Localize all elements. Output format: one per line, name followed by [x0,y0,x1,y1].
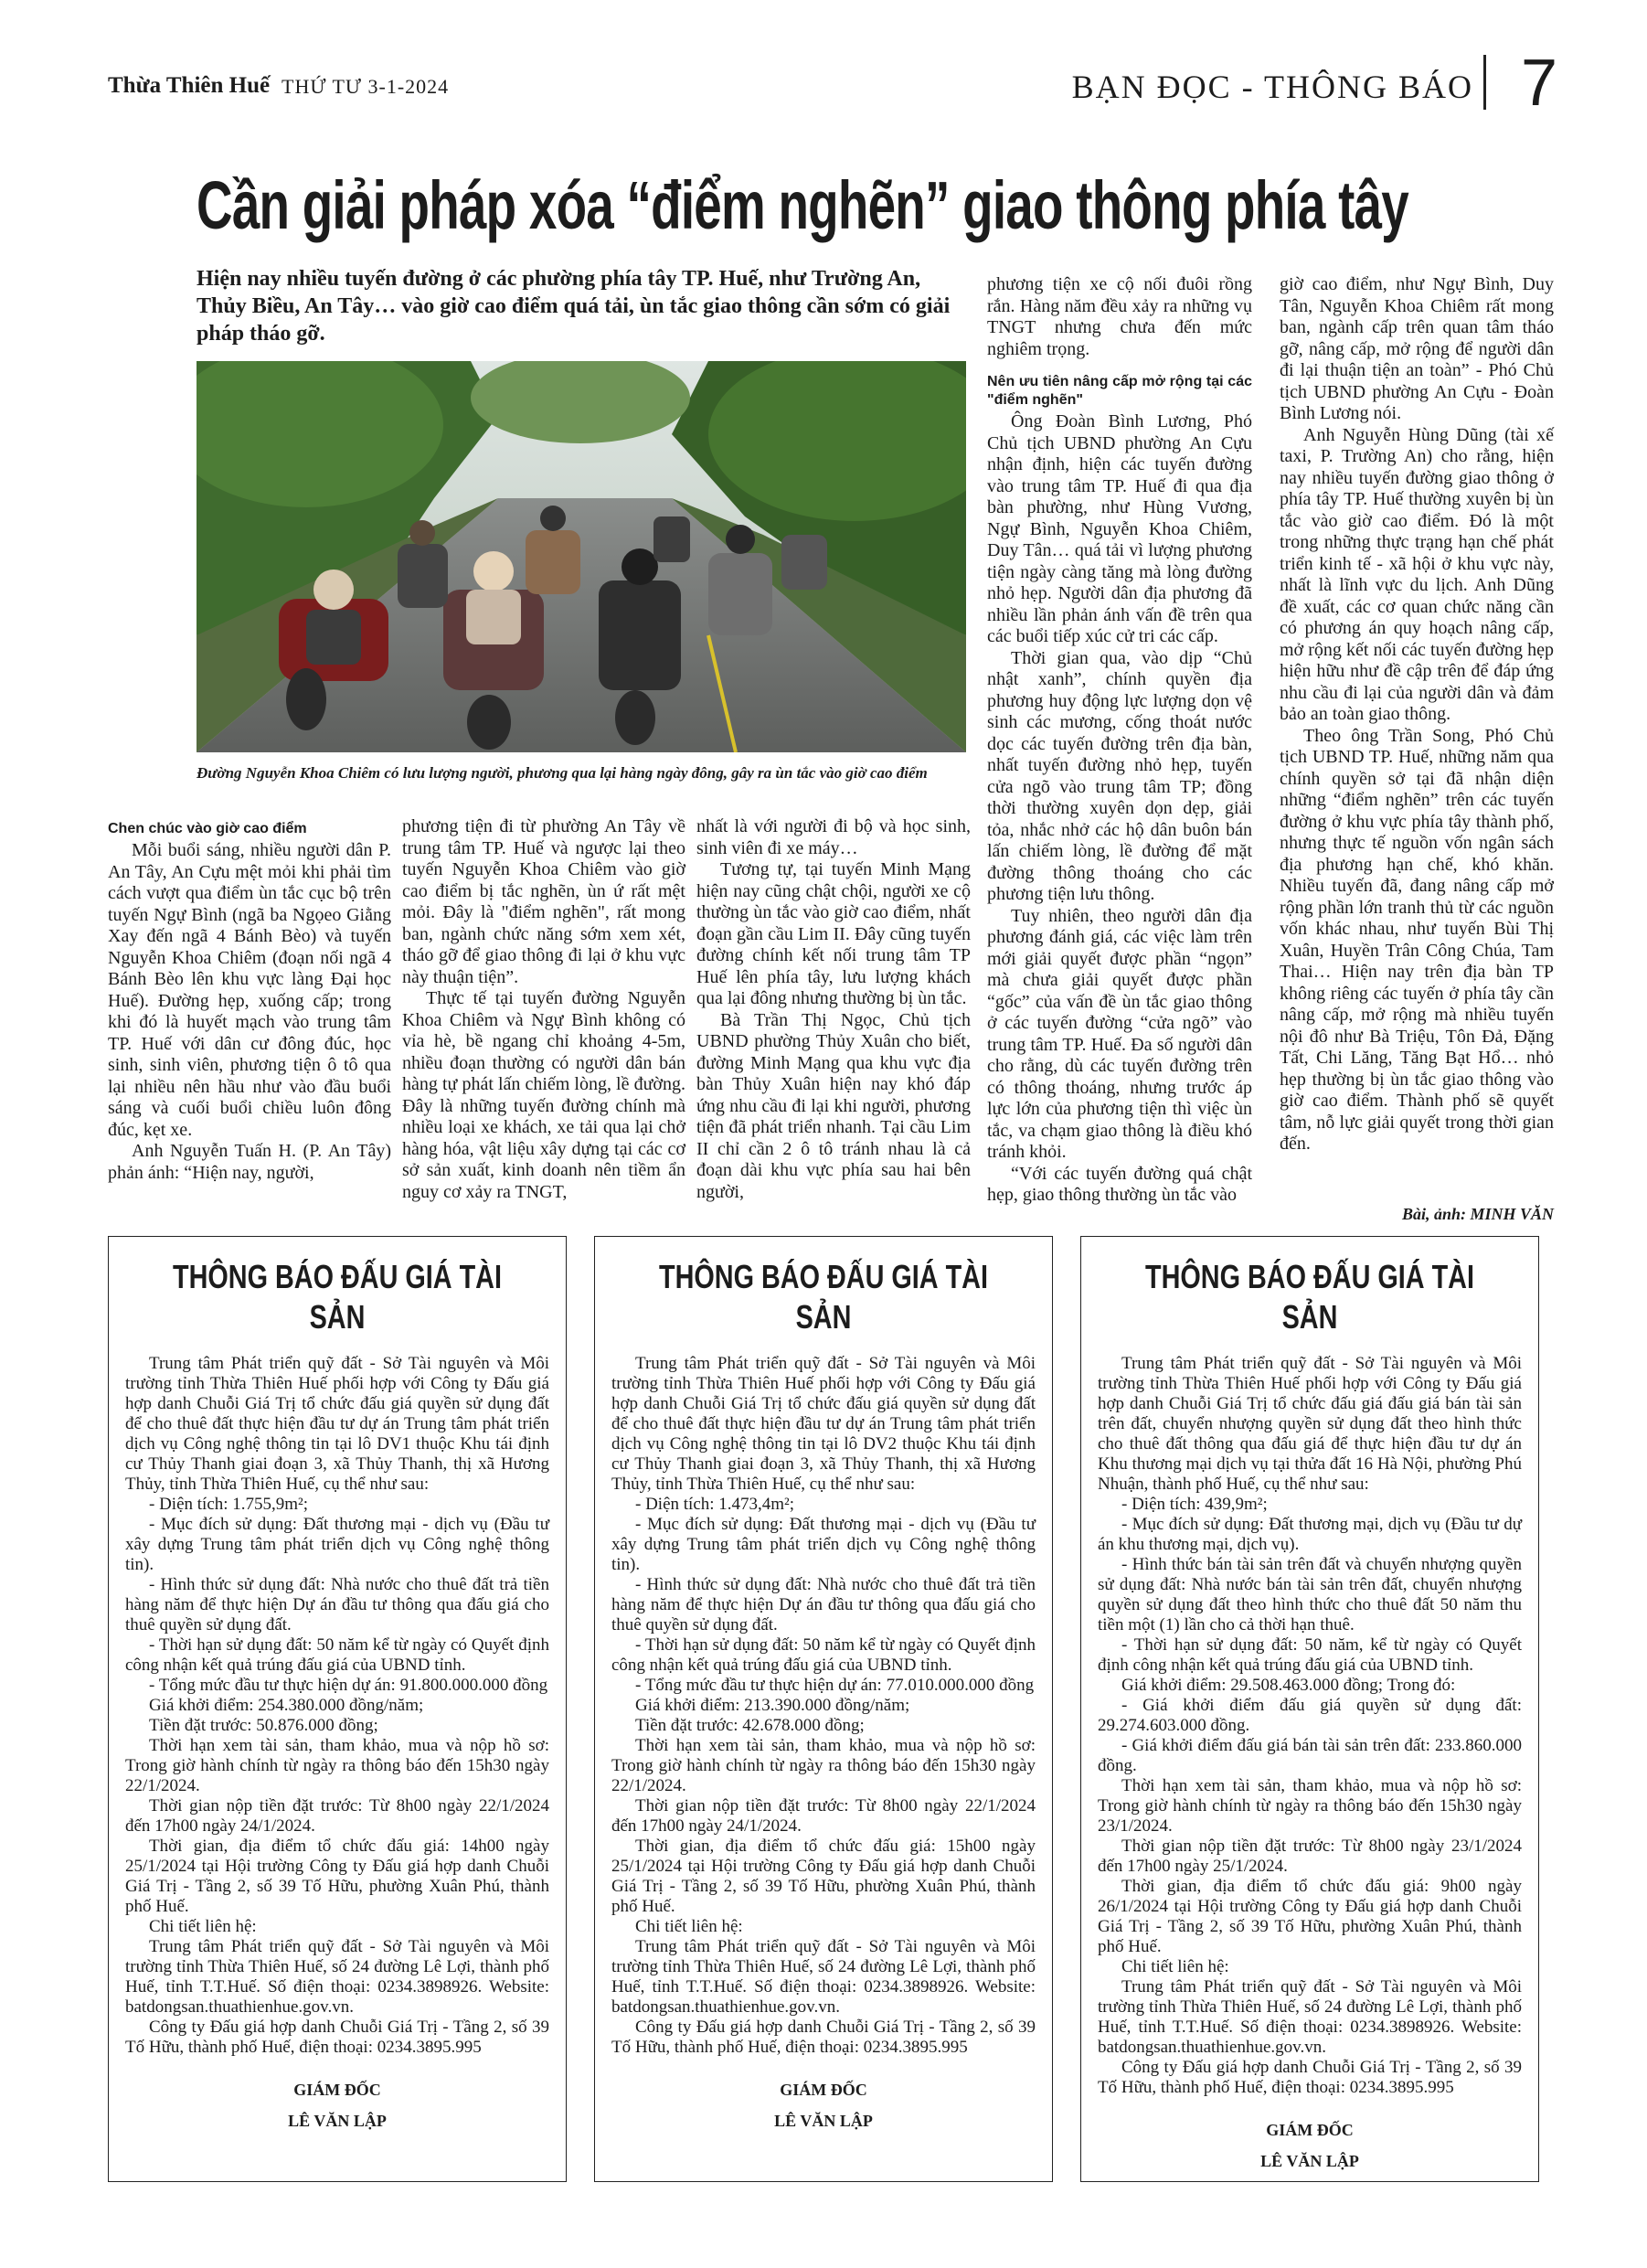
notice-line: Chi tiết liên hệ: [1121,1957,1229,1976]
notice-line: Giá khởi điểm: 213.390.000 đồng/năm; [635,1696,910,1715]
article-column-1 [108,816,391,1184]
notice-line: Trung tâm Phát triển quỹ đất - Sở Tài nguyên và Môi trường tỉnh Thừa Thiên Huế, số 24 đường Lê Lợi, thành phố Huế, tỉnh T.T.Huế. Số điện thoại: 0234.3898926. Website: batdongsan.thuathienhue.gov.vn. [125,1937,549,2017]
article-column-3 [696,816,971,1203]
notice-line: Thời gian nộp tiền đặt trước: Từ 8h00 ngày 22/1/2024 đến 17h00 ngày 24/1/2024. [125,1796,549,1836]
notice-line: - Tổng mức đầu tư thực hiện dự án: 77.010.000.000 đồng [635,1676,1035,1695]
signer-title: GIÁM ĐỐC [293,2081,381,2099]
notice-line: Công ty Đấu giá hợp danh Chuỗi Giá Trị - Tầng 2, số 39 Tố Hữu, thành phố Huế, điện thoại: 0234.3895.995 [611,2018,1036,2057]
notice-line: Chi tiết liên hệ: [149,1917,257,1936]
notice-line: - Diện tích: 439,9m²; [1121,1495,1268,1514]
subheading: Chen chúc vào giờ cao điểm [108,821,307,836]
paragraph: Anh Nguyễn Tuấn H. (P. An Tây) phản ánh: “Hiện nay, người, [108,1141,391,1183]
notice-line: Trung tâm Phát triển quỹ đất - Sở Tài nguyên và Môi trường tỉnh Thừa Thiên Huế phối hợp với Công ty Đấu giá hợp danh Chuỗi Giá Trị tổ chức đấu giá quyền sử dụng đất để cho thuê đất thực hiện đầu tư dự án Trung tâm phát triển dịch vụ Công nghệ thông tin tại lô DV1 thuộc Khu tái định cư Thủy Thanh giai đoạn 3, xã Thủy Thanh, thị xã Hương Thủy, tỉnh Thừa Thiên Huế, cụ thể như sau: [125,1354,549,1494]
notice-signature [1098,2114,1522,2177]
paragraph: Mỗi buổi sáng, nhiều người dân P. An Tây, An Cựu mệt mỏi khi phải tìm cách vượt qua điểm ùn tắc cục bộ trên tuyến Ngự Bình (ngã ba Ngọeo Giằng Xay đến ngã 4 Bánh Bèo) và tuyến Nguyễn Khoa Chiêm (đoạn nối ngã 4 Bánh Bèo lên khu vực làng Đại học Huế). Đường hẹp, xuống cấp; trong khi đó là huyết mạch vào trung tâm TP. Huế với dân cư đông đúc, học sinh, sinh viên, phương tiện ô tô qua lại nhiều nên hầu như vào đầu buổi sáng và cuối buổi chiều luôn đông đúc, kẹt xe. [108,840,391,1140]
section-title: BẠN ĐỌC - THÔNG BÁO [1071,69,1473,105]
notice-line: Trung tâm Phát triển quỹ đất - Sở Tài nguyên và Môi trường tỉnh Thừa Thiên Huế phối hợp với Công ty Đấu giá hợp danh Chuỗi Giá Trị tổ chức đấu giá quyền sử dụng đất để cho thuê đất thực hiện đầu tư dự án Trung tâm phát triển dịch vụ Công nghệ thông tin tại lô DV2 thuộc Khu tái định cư Thủy Thanh giai đoạn 3, xã Thủy Thanh, thị xã Hương Thủy, tỉnh Thừa Thiên Huế, cụ thể như sau: [611,1354,1036,1494]
notice-line: Thời hạn xem tài sản, tham khảo, mua và nộp hồ sơ: Trong giờ hành chính từ ngày ra thông báo đến 15h30 ngày 22/1/2024. [125,1736,549,1795]
notice-line: Trung tâm Phát triển quỹ đất - Sở Tài nguyên và Môi trường tỉnh Thừa Thiên Huế phối hợp với Công ty Đấu giá hợp danh Chuỗi Giá Trị tổ chức đấu giá đấu giá bán tài sản trên đất, chuyển nhượng quyền sử dụng đất theo hình thức cho thuê đất thông qua đấu giá để thực hiện đầu tư dự án Khu thương mại dịch vụ tại thửa đất 16 Hà Nội, phường Phú Nhuận, thành phố Huế, cụ thể như sau: [1098,1354,1522,1494]
auction-notice-2 [594,1236,1053,2182]
article-column-5 [1280,274,1554,1155]
page-number: 7 [1520,47,1557,120]
paragraph: phương tiện đi từ phường An Tây về trung tâm TP. Huế và ngược lại theo tuyến Nguyễn Khoa Chiêm vào giờ cao điểm bị tắc nghẽn, ùn ứ rất mệt mỏi. Đây là "điểm nghẽn", rất mong ban, ngành chức năng sớm xem xét, tháo gỡ để giao thông đi lại ở khu vực này thuận tiện”. [402,816,685,987]
paragraph: Thực tế tại tuyến đường Nguyễn Khoa Chiêm và Ngự Bình không có vỉa hè, bề ngang chỉ khoảng 4-5m, nhiều đoạn thường có người dân bán hàng tự phát lấn chiếm lòng, lề đường. Đây là những tuyến đường chính mà nhiều loại xe khách, xe tải qua lại chở hàng hóa, vật liệu xây dựng tại các cơ sở sản xuất, kinh doanh nên tiềm ẩn nguy cơ xảy ra TNGT, [402,988,685,1202]
auction-notice-1 [108,1236,567,2182]
notice-line: - Thời hạn sử dụng đất: 50 năm, kể từ ngày có Quyết định công nhận kết quả trúng đấu giá của UBND tỉnh. [1098,1635,1522,1675]
signer-title: GIÁM ĐỐC [780,2081,867,2099]
notice-line: - Mục đích sử dụng: Đất thương mại - dịch vụ (Đầu tư xây dựng Trung tâm phát triển dịch vụ Công nghệ thông tin). [611,1515,1036,1574]
notice-line: - Hình thức bán tài sản trên đất và chuyển nhượng quyền sử dụng đất: Nhà nước bán tài sản trên đất, chuyển nhượng quyền sử dụng đất theo hình thức cho thuê đất 50 năm thu tiền một (1) lần cho cả thời hạn thuê. [1098,1555,1522,1634]
notice-title: THÔNG BÁO ĐẤU GIÁ TÀI SẢN [173,1258,502,1336]
notice-line: Công ty Đấu giá hợp danh Chuỗi Giá Trị - Tầng 2, số 39 Tố Hữu, thành phố Huế, điện thoại: 0234.3895.995 [125,2018,549,2057]
signer-name: LÊ VĂN LẬP [288,2112,387,2130]
notice-body [611,1354,1036,2058]
paragraph: phương tiện xe cộ nối đuôi rồng rắn. Hàng năm đều xảy ra những vụ TNGT nhưng chưa đến mức nghiêm trọng. [987,274,1252,359]
paragraph: Thời gian qua, vào dịp “Chủ nhật xanh”, chính quyền địa phương huy động lực lượng dọn vệ sinh các mương, cống thoát nước dọc các tuyến đường trên địa bàn, nhất tuyến đường nhỏ hẹp, tuyến cửa ngõ vào trung tâm TP; đồng thời thường xuyên dọn dẹp, giải tỏa, nhắc nhở các hộ dân buôn bán lấn chiếm lòng, lề đường để mặt đường thông thoáng cho các phương tiện lưu thông. [987,647,1252,904]
subheading: Nên ưu tiên nâng cấp mở rộng tại các "điểm nghẽn" [987,374,1252,408]
auction-notice-3 [1080,1236,1539,2182]
notice-line: - Giá khởi điểm đấu giá quyền sử dụng đất: 29.274.603.000 đồng. [1098,1696,1522,1735]
notice-signature [611,2074,1036,2136]
notice-line: Trung tâm Phát triển quỹ đất - Sở Tài nguyên và Môi trường tỉnh Thừa Thiên Huế, số 24 đường Lê Lợi, thành phố Huế, tỉnh T.T.Huế. Số điện thoại: 0234.3898926. Website: batdongsan.thuathienhue.gov.vn. [611,1937,1036,2017]
notice-line: Giá khởi điểm: 29.508.463.000 đồng; Trong đó: [1121,1676,1456,1695]
paragraph: Ông Đoàn Bình Lương, Phó Chủ tịch UBND phường An Cựu nhận định, hiện các tuyến đường vào trung tâm TP. Huế đi qua địa bàn phường, như Hùng Vương, Ngự Bình, Nguyễn Khoa Chiêm, Duy Tân… quá tải vì lượng phương tiện ngày càng tăng mà lòng đường nhỏ hẹp. Người dân địa phương đã nhiều lần phản ánh vấn đề trên qua các buổi tiếp xúc cử tri các cấp. [987,411,1252,646]
paragraph: “Với các tuyến đường quá chật hẹp, giao thông thường ùn tắc vào [987,1163,1252,1205]
notice-line: Chi tiết liên hệ: [635,1917,743,1936]
signer-title: GIÁM ĐỐC [1266,2121,1354,2139]
notice-line: - Mục đích sử dụng: Đất thương mại - dịch vụ (Đầu tư xây dựng Trung tâm phát triển dịch vụ Công nghệ thông tin). [125,1515,549,1574]
notice-line: Trung tâm Phát triển quỹ đất - Sở Tài nguyên và Môi trường tỉnh Thừa Thiên Huế, số 24 đường Lê Lợi, thành phố Huế, tỉnh T.T.Huế. Số điện thoại: 0234.3898926. Website: batdongsan.thuathienhue.gov.vn. [1098,1977,1522,2057]
notice-line: - Giá khởi điểm đấu giá bán tài sản trên đất: 233.860.000 đồng. [1098,1736,1522,1775]
masthead: Thừa Thiên Huế [108,73,271,98]
article-column-2 [402,816,685,1203]
notice-body [1098,1354,1522,2098]
header-divider [1483,55,1486,110]
signer-name: LÊ VĂN LẬP [774,2112,873,2130]
paragraph: Tuy nhiên, theo người dân địa phương đánh giá, các việc làm trên mới giải quyết được phần “ngọn” mà chưa giải quyết được phần “gốc” của vấn đề ùn tắc giao thông ở các tuyến đường “cửa ngõ” vào trung tâm TP. Huế. Đa số người dân cho rằng, dù các tuyến đường trên có thông thoáng, nhưng trước áp lực lớn của phương tiện thì việc ùn tắc, va chạm giao thông là điều khó tránh khỏi. [987,905,1252,1162]
notice-line: Tiền đặt trước: 50.876.000 đồng; [149,1716,378,1735]
notice-signature [125,2074,549,2136]
notice-line: Công ty Đấu giá hợp danh Chuỗi Giá Trị - Tầng 2, số 39 Tố Hữu, thành phố Huế, điện thoại: 0234.3895.995 [1098,2058,1522,2097]
article-lead: Hiện nay nhiều tuyến đường ở các phường phía tây TP. Huế, như Trường An, Thủy Biều, An Tây… vào giờ cao điểm quá tải, ùn tắc giao thông cần sớm có giải pháp tháo gỡ. [197,267,951,346]
notice-body [125,1354,549,2058]
notice-line: Thời gian nộp tiền đặt trước: Từ 8h00 ngày 23/1/2024 đến 17h00 ngày 25/1/2024. [1098,1837,1522,1876]
notice-line: - Hình thức sử dụng đất: Nhà nước cho thuê đất trả tiền hàng năm để thực hiện Dự án đầu tư thông qua đấu giá cho thuê quyền sử dụng đất. [611,1575,1036,1634]
notice-line: - Thời hạn sử dụng đất: 50 năm kể từ ngày có Quyết định công nhận kết quả trúng đấu giá của UBND tỉnh. [125,1635,549,1675]
issue-date: THỨ TƯ 3-1-2024 [282,75,450,98]
traffic-photo-illustration [197,361,966,752]
notice-line: Thời gian nộp tiền đặt trước: Từ 8h00 ngày 22/1/2024 đến 17h00 ngày 24/1/2024. [611,1796,1036,1836]
signer-name: LÊ VĂN LẬP [1260,2152,1359,2170]
article-byline: Bài, ảnh: MINH VĂN [1401,1205,1554,1223]
photo-caption: Đường Nguyễn Khoa Chiêm có lưu lượng người, phương qua lại hàng ngày đông, gây ra ùn tắc vào giờ cao điểm [197,764,928,782]
paragraph: nhất là với người đi bộ và học sinh, sinh viên đi xe máy… [696,816,971,858]
paragraph: Bà Trần Thị Ngọc, Chủ tịch UBND phường Thủy Xuân cho biết, đường Minh Mạng qua khu vực địa bàn Thủy Xuân hiện nay khó đáp ứng nhu cầu đi lại khi người, phương tiện đã phát triển nhanh. Tại cầu Lim II chỉ cần 2 ô tô tránh nhau là cả đoạn dài khu vực phía sau hai bên người, [696,1009,971,1202]
notice-line: Tiền đặt trước: 42.678.000 đồng; [635,1716,865,1735]
notice-line: - Diện tích: 1.473,4m²; [635,1495,795,1514]
notice-line: Thời hạn xem tài sản, tham khảo, mua và nộp hồ sơ: Trong giờ hành chính từ ngày ra thông báo đến 15h30 ngày 23/1/2024. [1098,1776,1522,1836]
notice-line: - Thời hạn sử dụng đất: 50 năm kể từ ngày có Quyết định công nhận kết quả trúng đấu giá của UBND tỉnh. [611,1635,1036,1675]
page-header [108,47,1557,120]
notice-line: Thời gian, địa điểm tổ chức đấu giá: 9h00 ngày 26/1/2024 tại Hội trường Công ty Đấu giá hợp danh Chuỗi Giá Trị - Tầng 2, số 39 Tố Hữu, phường Xuân Phú, thành phố Huế. [1098,1877,1522,1956]
paragraph: Theo ông Trần Song, Phó Chủ tịch UBND TP. Huế, những năm qua chính quyền sở tại đã nhận diện những “điểm nghẽn” trên các tuyến đường ở khu vực phía tây thành phố, nhưng thực tế nguồn vốn ngân sách địa phương hạn chế, khó khăn. Nhiều tuyến đã, đang nâng cấp mở rộng phần lớn tranh thủ từ các nguồn vốn khác nhau, như tuyến Bùi Thị Xuân, Huyền Trân Công Chúa, Tam Thai… Hiện nay trên địa bàn TP không riêng các tuyến ở phía tây cần nâng cấp, mở rộng mà nhiều tuyến nội đô như Bà Triệu, Tôn Đả, Đặng Tất, Chi Lăng, Tăng Bạt Hổ… nhỏ hẹp thường bị ùn tắc giao thông vào giờ cao điểm. Thành phố sẽ quyết tâm, nỗ lực giải quyết trong thời gian đến. [1280,725,1554,1154]
paragraph: Anh Nguyễn Hùng Dũng (tài xế taxi, P. Trường An) cho rằng, hiện nay nhiều tuyến đường giao thông ở phía tây TP. Huế thường xuyên bị ùn tắc vào giờ cao điểm. Đó là một trong những thực trạng hạn chế phát triển kinh tế - xã hội ở khu vực này, nhất là lĩnh vực du lịch. Anh Dũng đề xuất, các cơ quan chức năng cần có phương án quy hoạch nâng cấp, mở rộng kết nối các tuyến đường hẹp hiện hữu như đề cập trên để đáp ứng nhu cầu đi lại của người dân và đảm bảo an toàn giao thông. [1280,424,1554,724]
article-column-4 [987,274,1252,1207]
article-headline: Cần giải pháp xóa “điểm nghẽn” giao thông phía tây [197,167,1409,243]
notice-line: - Hình thức sử dụng đất: Nhà nước cho thuê đất trả tiền hàng năm để thực hiện Dự án đầu tư thông qua đấu giá cho thuê quyền sử dụng đất. [125,1575,549,1634]
paragraph: giờ cao điểm, như Ngự Bình, Duy Tân, Nguyễn Khoa Chiêm rất mong ban, ngành cấp trên quan tâm tháo gỡ, nâng cấp, mở rộng để người dân đi lại thuận tiện an toàn” - Phó Chủ tịch UBND phường An Cựu - Đoàn Bình Lương nói. [1280,274,1554,423]
notice-line: Thời gian, địa điểm tổ chức đấu giá: 14h00 ngày 25/1/2024 tại Hội trường Công ty Đấu giá hợp danh Chuỗi Giá Trị - Tầng 2, số 39 Tố Hữu, phường Xuân Phú, thành phố Huế. [125,1837,549,1916]
article-photo [197,361,966,752]
paragraph: Tương tự, tại tuyến Minh Mạng hiện nay cũng chật chội, người xe cộ thường ùn tắc vào giờ cao điểm, nhất đoạn gần cầu Lim II. Đây cũng tuyến đường chính kết nối trung tâm TP Huế lên phía tây, lưu lượng khách qua lại đông nhưng thường bị ùn tắc. [696,859,971,1008]
notice-line: Thời hạn xem tài sản, tham khảo, mua và nộp hồ sơ: Trong giờ hành chính từ ngày ra thông báo đến 15h30 ngày 22/1/2024. [611,1736,1036,1795]
notice-line: Giá khởi điểm: 254.380.000 đồng/năm; [149,1696,424,1715]
notice-line: Thời gian, địa điểm tổ chức đấu giá: 15h00 ngày 25/1/2024 tại Hội trường Công ty Đấu giá hợp danh Chuỗi Giá Trị - Tầng 2, số 39 Tố Hữu, phường Xuân Phú, thành phố Huế. [611,1837,1036,1916]
notice-title: THÔNG BÁO ĐẤU GIÁ TÀI SẢN [659,1258,988,1336]
notice-line: - Diện tích: 1.755,9m²; [149,1495,309,1514]
notice-line: - Tổng mức đầu tư thực hiện dự án: 91.800.000.000 đồng [149,1676,548,1695]
notice-title: THÔNG BÁO ĐẤU GIÁ TÀI SẢN [1145,1258,1474,1336]
notice-line: - Mục đích sử dụng: Đất thương mại, dịch vụ (Đầu tư dự án khu thương mại, dịch vụ). [1098,1515,1522,1554]
